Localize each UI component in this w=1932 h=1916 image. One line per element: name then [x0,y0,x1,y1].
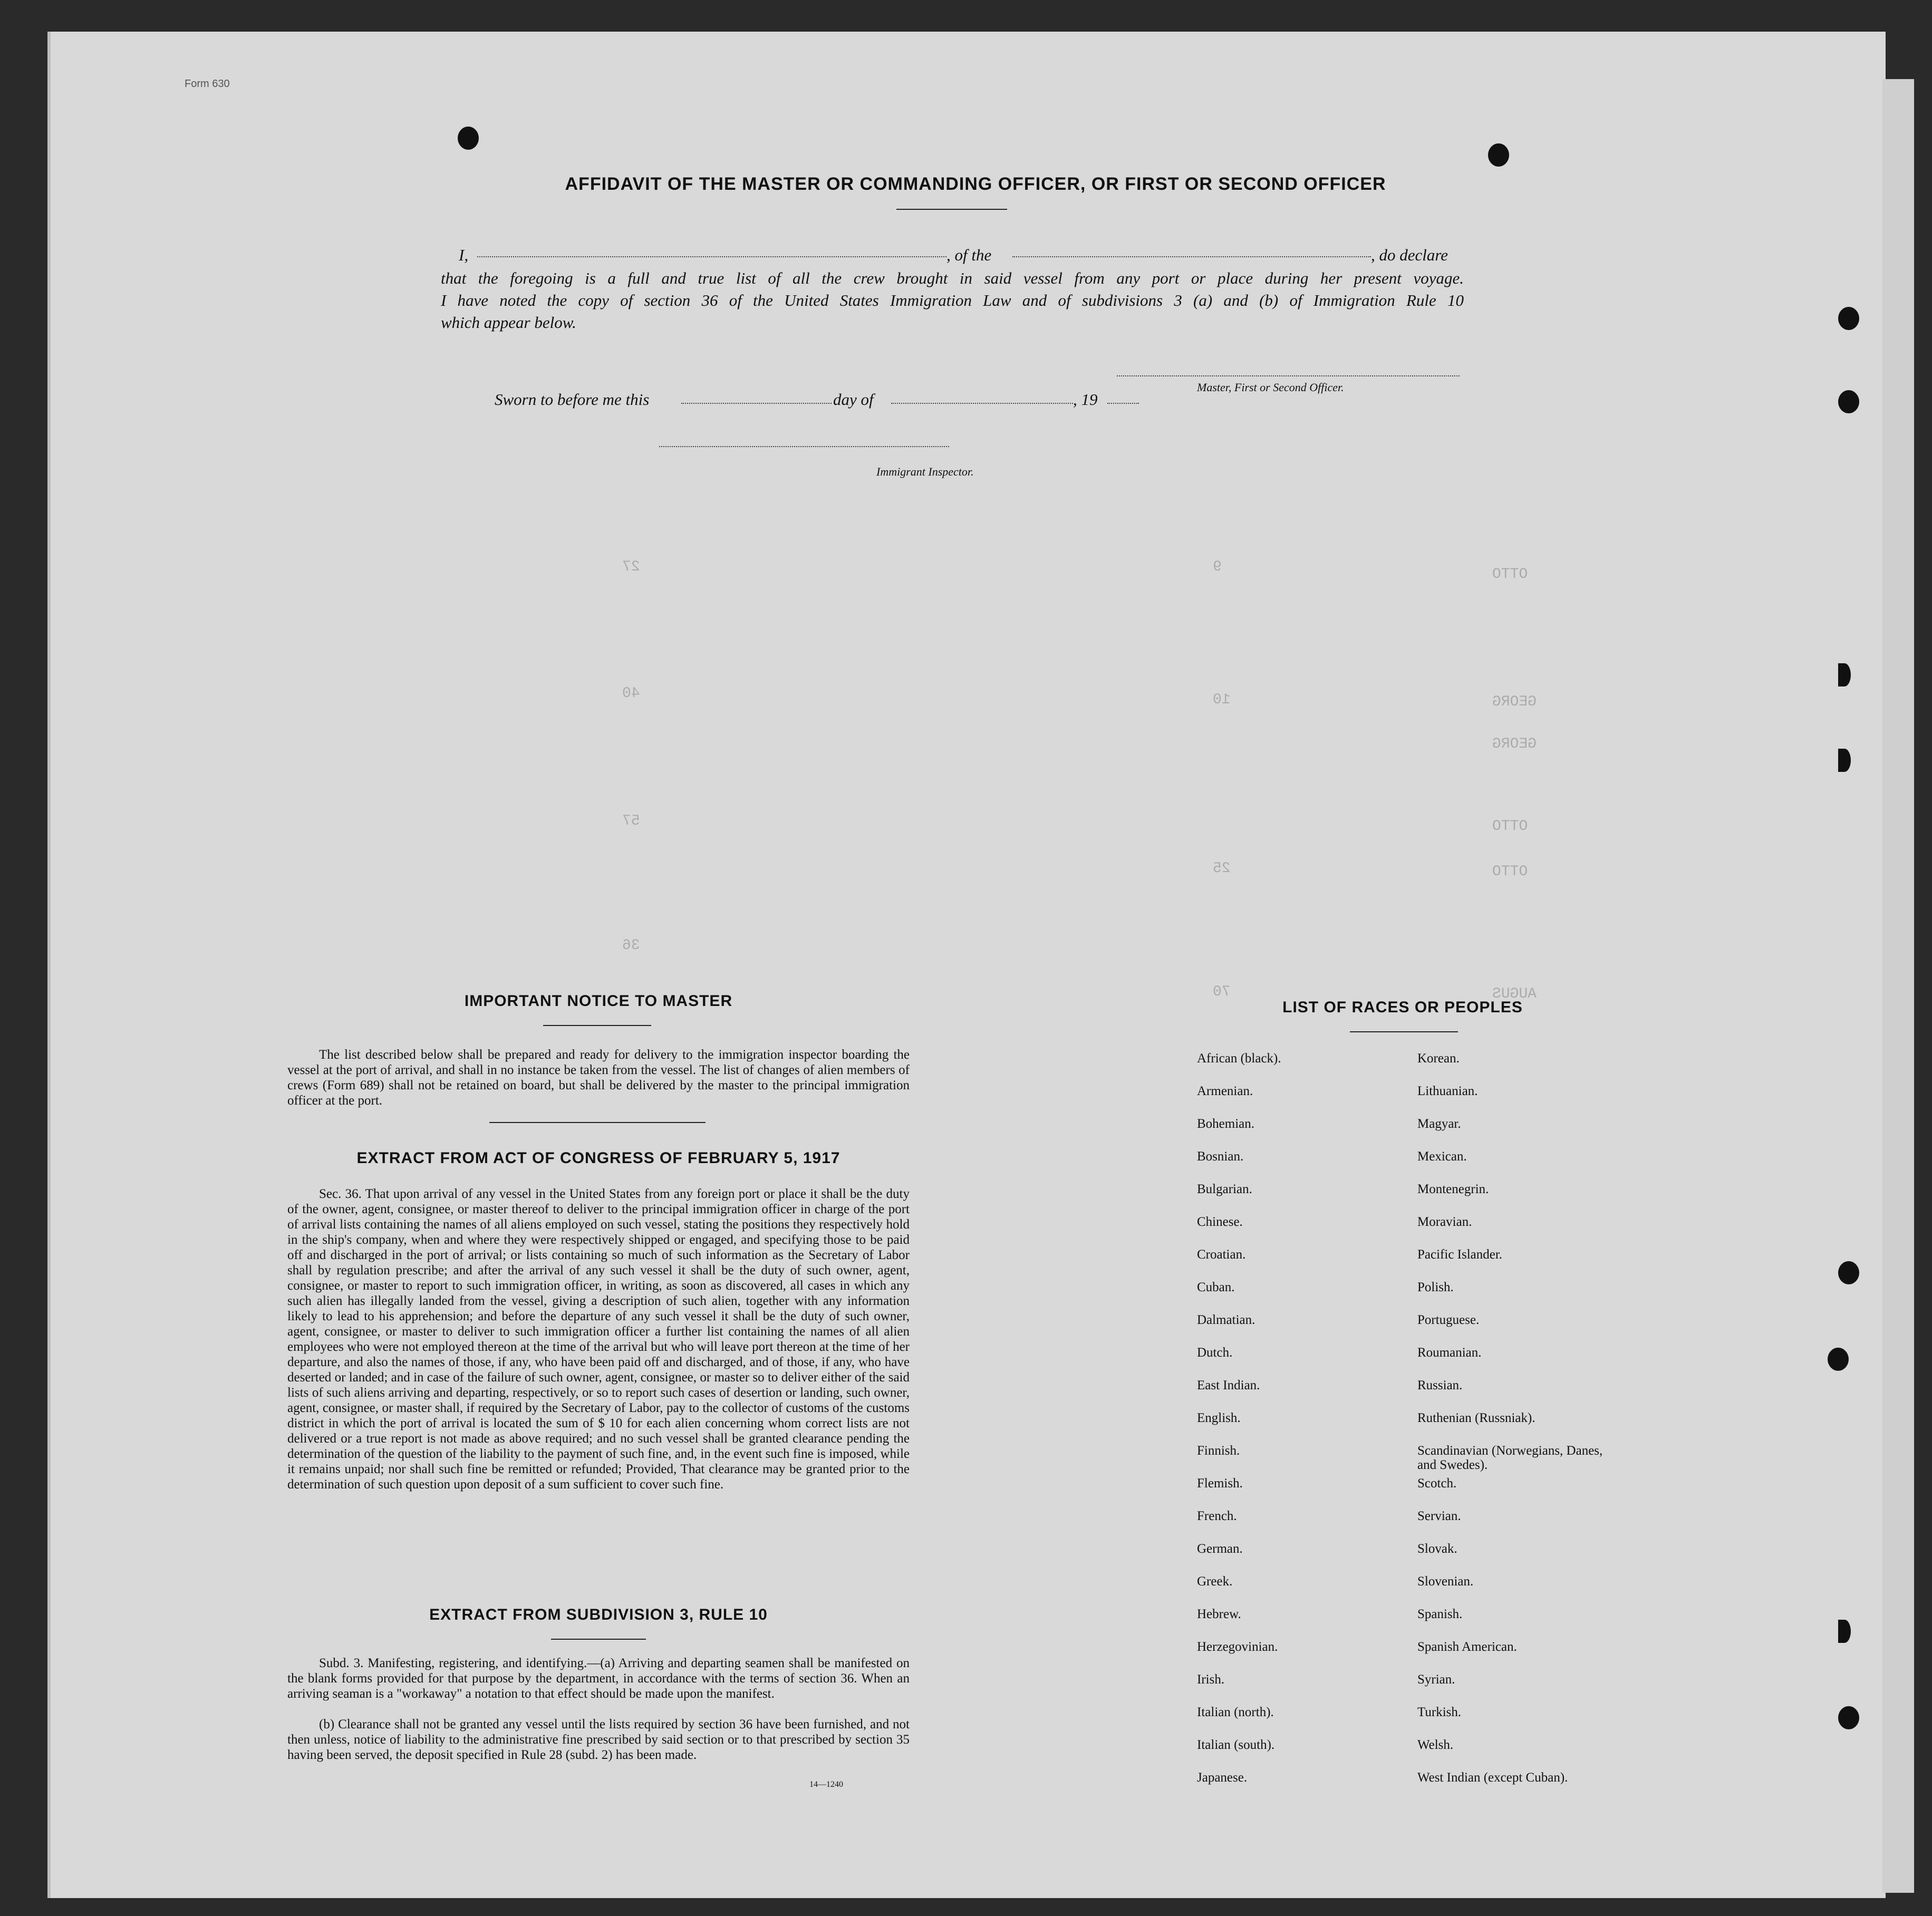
form-number: Form 630 [185,78,230,90]
race-item: Italian (north). [1197,1705,1274,1719]
race-item: French. [1197,1509,1237,1523]
affidavit-line-2: that the foregoing is a full and true list of all the crew brought in said vessel from any port or place during her present voyage. [441,269,1464,287]
race-item: Slovenian. [1417,1574,1474,1589]
race-item: English. [1197,1411,1241,1425]
master-signature-blank[interactable] [1117,375,1460,376]
race-item: Chinese. [1197,1215,1243,1229]
divider [896,209,1007,210]
race-item: Moravian. [1417,1215,1472,1229]
ghost-name: GEORG [1492,736,1537,752]
day-blank[interactable] [681,403,832,404]
affidavit-line-3: I have noted the copy of section 36 of the United States Immigration Law and of subdivisions 3 (a) and (b) of Immigration Rule 10 [441,291,1464,309]
year-label: , 19 [1073,390,1098,409]
race-item: Slovak. [1417,1542,1457,1556]
year-blank[interactable] [1107,403,1139,404]
race-item: Irish. [1197,1672,1225,1687]
ghost-name: GEORG [1492,694,1537,710]
race-item: Polish. [1417,1280,1454,1294]
punch-hole [1828,1348,1849,1371]
race-item: Japanese. [1197,1770,1248,1785]
race-item: Bohemian. [1197,1117,1255,1131]
race-item: Ruthenian (Russniak). [1417,1411,1535,1425]
punch-hole [1838,390,1859,413]
divider [1350,1031,1458,1032]
ghost-name: OTTO [1492,864,1528,880]
race-item: Greek. [1197,1574,1233,1589]
races-title: LIST OF RACES OR PEOPLES [1282,999,1523,1016]
race-item: Syrian. [1417,1672,1455,1687]
month-blank[interactable] [891,403,1073,404]
race-item: East Indian. [1197,1378,1260,1392]
race-item: Spanish. [1417,1607,1463,1621]
day-of-label: day of [833,390,874,409]
affidavit-of-the: , of the [946,246,992,264]
race-item: Lithuanian. [1417,1084,1478,1098]
race-item: Croatian. [1197,1247,1246,1262]
affidavit-title: AFFIDAVIT OF THE MASTER OR COMMANDING OFFICER, OR FIRST OR SECOND OFFICER [565,174,1386,194]
inspector-signature-blank[interactable] [659,446,949,447]
affidavit-i: I, [459,246,469,264]
ghost-name: OTTO [1492,566,1528,583]
punch-hole [1488,143,1509,167]
vessel-blank[interactable] [1012,256,1371,257]
race-item: Scandinavian (Norwegians, Danes, and Swedes). [1417,1444,1603,1472]
name-blank[interactable] [477,256,946,257]
race-item: Dalmatian. [1197,1313,1255,1327]
notice-title: IMPORTANT NOTICE TO MASTER [464,992,733,1010]
divider [489,1122,706,1123]
punch-hole [1838,1620,1851,1643]
master-signature-label: Master, First or Second Officer. [1197,381,1344,394]
divider [543,1025,651,1026]
underlying-page-edge [1882,79,1914,1893]
race-item: Italian (south). [1197,1738,1275,1752]
punch-hole [1838,663,1851,686]
race-item: Spanish American. [1417,1640,1517,1654]
ghost-num: 25 [1213,860,1231,877]
extract-rule-title: EXTRACT FROM SUBDIVISION 3, RULE 10 [429,1606,768,1623]
race-item: Magyar. [1417,1117,1461,1131]
race-item: Portuguese. [1417,1313,1480,1327]
race-item: Scotch. [1417,1476,1457,1491]
punch-hole [1838,307,1859,330]
punch-hole [458,127,479,150]
extract-rule-text-b: (b) Clearance shall not be granted any vessel until the lists required by section 36 have been furnished, and not then unless, notice of liability to the administrative fine prescribed by said section or to that prescribed by section 35 having been served, the deposit specified in Rule 28 (subd. 2) has been made. [287,1717,910,1762]
ghost-name: AUGUS [1492,986,1537,1002]
print-code: 14—1240 [809,1780,843,1789]
punch-hole [1838,1706,1859,1729]
affidavit-line-4: which appear below. [441,313,576,332]
race-item: Mexican. [1417,1149,1467,1164]
extract-act-text: Sec. 36. That upon arrival of any vessel in the United States from any foreign port or place it shall be the duty of the owner, agent, consignee, or master thereof to deliver to the principal immigration officer in charge of the port of arrival lists containing the names of all aliens employed on such vessel, stating the positions they respectively hold in the ship's company, when and where they were respectively shipped or engaged, and specifying those to be paid off and discharged in the port of arrival; or lists containing so much of such information as the Secretary of Labor shall by regulation prescribe; and after the arrival of any such vessel it shall be the duty of such owner, agent, consignee, or master to report to such immigration officer, in writing, as soon as discovered, all cases in which any such alien has illegally landed from the vessel, giving a description of such alien, together with any information likely to lead to his apprehension; and before the departure of any such vessel it shall be the duty of such owner, agent, consignee, or master to deliver to such immigration officer a further list containing the names of all alien employees who were not employed thereon at the time of the arrival but who will leave port thereon at the time of her departure, and also the names of those, if any, who have been paid off and discharged, and of those, if any, who have deserted or landed; and in case of the failure of such owner, agent, consignee, or master so to deliver either of the said lists of such aliens arriving and departing, respectively, or so to report such cases of desertion or landing, such owner, agent, consignee, or master shall, if required by the Secretary of Labor, pay to the collector of customs of the customs district in which the port of arrival is located the sum of $ 10 for each alien concerning whom correct lists are not delivered or a true report is not made as above required; and no such vessel shall be granted clearance pending the determination of the question of the liability to the payment of such fine, and, in the event such fine is imposed, while it remains unpaid; nor shall such fine be remitted or refunded; Provided, That clearance may be granted prior to the determination of such question upon deposit of a sum sufficient to cover such fine. [287,1187,910,1492]
ghost-num: 70 [1213,984,1231,1000]
extract-rule-text-a: Subd. 3. Manifesting, registering, and identifying.—(a) Arriving and departing seamen shall be manifested on the blank forms provided for that purpose by the department, in accordance with the terms of section 36. When an arriving seaman is a "workaway" a notation to that effect should be made upon the manifest. [287,1656,910,1701]
punch-hole [1838,749,1851,772]
race-item: Finnish. [1197,1444,1240,1458]
divider [551,1639,646,1640]
race-item: Bulgarian. [1197,1182,1252,1196]
race-item: German. [1197,1542,1243,1556]
race-item: Flemish. [1197,1476,1243,1491]
extract-act-title: EXTRACT FROM ACT OF CONGRESS OF FEBRUARY 5, 1917 [356,1149,841,1167]
race-item: Welsh. [1417,1738,1454,1752]
race-item: Turkish. [1417,1705,1462,1719]
race-item: Russian. [1417,1378,1463,1392]
race-item: Roumanian. [1417,1346,1482,1360]
race-item: Armenian. [1197,1084,1253,1098]
ghost-age: 57 [622,813,640,829]
race-item: West Indian (except Cuban). [1417,1770,1568,1785]
race-item: Bosnian. [1197,1149,1244,1164]
affidavit-declare: , do declare [1371,246,1448,264]
inspector-signature-label: Immigrant Inspector. [876,465,974,478]
race-item: Cuban. [1197,1280,1235,1294]
ghost-num: 9 [1213,559,1222,575]
race-item: Pacific Islander. [1417,1247,1503,1262]
race-item: Hebrew. [1197,1607,1241,1621]
race-item: Montenegrin. [1417,1182,1489,1196]
ghost-num: 10 [1213,692,1231,708]
race-item: Herzegovinian. [1197,1640,1278,1654]
race-item: Servian. [1417,1509,1461,1523]
punch-hole [1838,1261,1859,1284]
ghost-name: OTTO [1492,818,1528,835]
ghost-age: 27 [622,559,640,575]
race-item: Korean. [1417,1051,1460,1066]
race-item: Dutch. [1197,1346,1233,1360]
ghost-age: 36 [622,937,640,954]
sworn-label: Sworn to before me this [495,390,650,409]
race-item: African (black). [1197,1051,1281,1066]
notice-text: The list described below shall be prepared and ready for delivery to the immigration inspector boarding the vessel at the port of arrival, and shall in no instance be taken from the vessel. The list of changes of alien members of crews (Form 689) shall not be retained on board, but shall be delivered by the master to the principal immigration officer at the port. [287,1048,910,1108]
ghost-age: 40 [622,685,640,702]
